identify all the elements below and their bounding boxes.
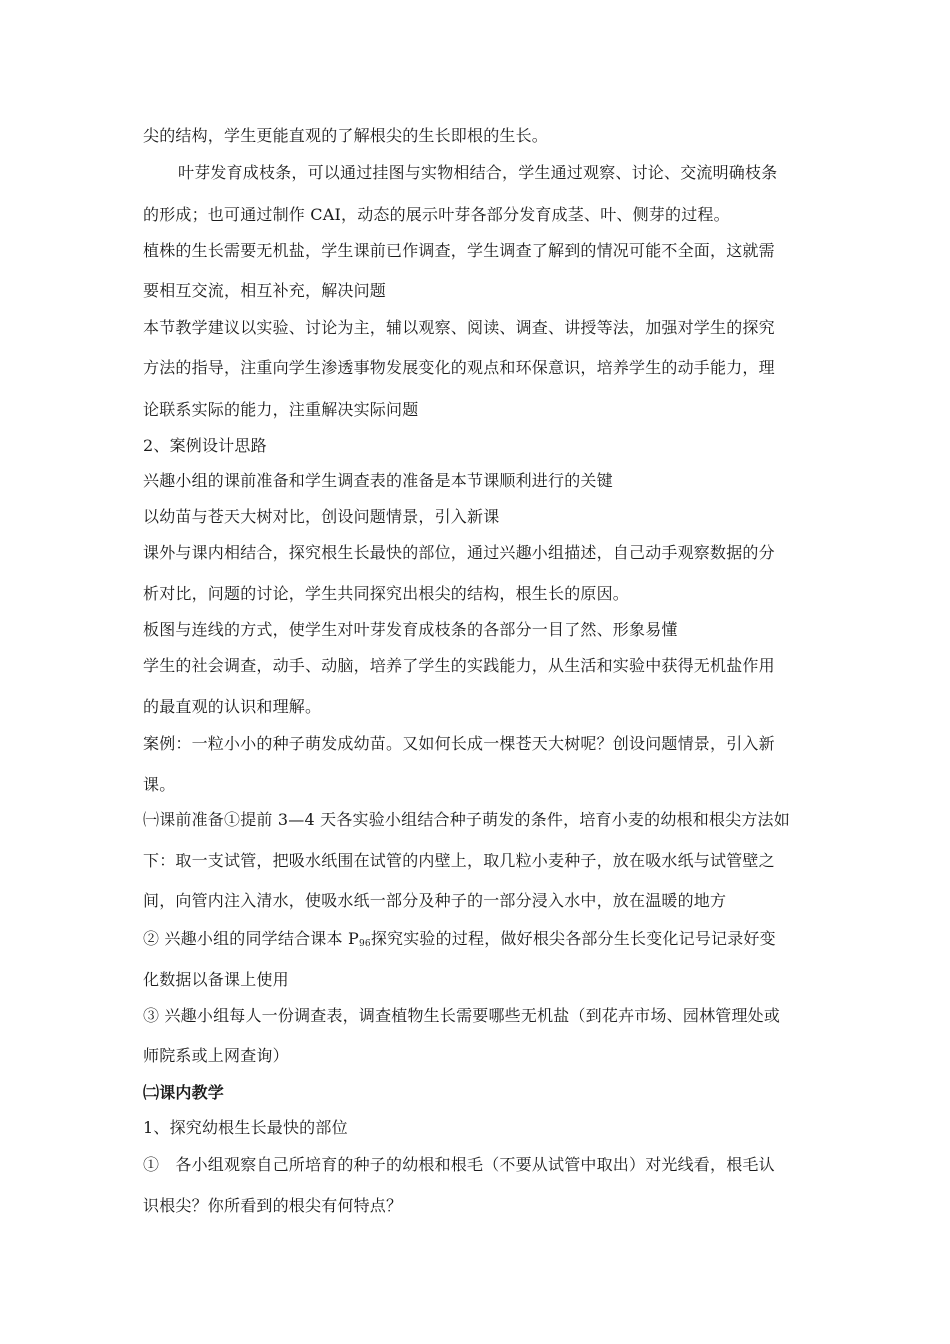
text-line: 植株的生长需要无机盐，学生课前已作调查，学生调查了解到的情况可能不全面，这就需 — [143, 241, 775, 260]
text-line: 下：取一支试管，把吸水纸围在试管的内壁上，取几粒小麦种子，放在吸水纸与试管壁之 — [143, 851, 775, 870]
text-line: 兴趣小组的课前准备和学生调查表的准备是本节课顺利进行的关键 — [143, 471, 613, 490]
text-after-subscript: 探究实验的过程，做好根尖各部分生长变化记号记录好变 — [370, 929, 776, 948]
text-line: 方法的指导，注重向学生渗透事物发展变化的观点和环保意识，培养学生的动手能力，理 — [143, 358, 775, 377]
section-heading: 1、探究幼根生长最快的部位 — [143, 1118, 348, 1137]
text-line-with-subscript — [143, 929, 776, 954]
text-line: 析对比，问题的讨论，学生共同探究出根尖的结构，根生长的原因。 — [143, 584, 630, 603]
text-line: 叶芽发育成枝条，可以通过挂图与实物相结合，学生通过观察、讨论、交流明确枝条 — [178, 163, 778, 182]
section-heading: 2、案例设计思路 — [143, 436, 267, 455]
text-before-subscript: ② 兴趣小组的同学结合课本 P — [143, 929, 359, 948]
text-line: 板图与连线的方式，使学生对叶芽发育成枝条的各部分一目了然、形象易懂 — [143, 620, 678, 639]
text-line: ㈠课前准备①提前 3—4 天各实验小组结合种子萌发的条件，培育小麦的幼根和根尖方法如 — [143, 810, 790, 829]
text-line: 学生的社会调查，动手、动脑，培养了学生的实践能力，从生活和实验中获得无机盐作用 — [143, 656, 775, 675]
text-line: 化数据以备课上使用 — [143, 970, 289, 989]
text-line: 师院系或上网查询） — [143, 1046, 289, 1065]
text-line: 课。 — [143, 775, 176, 794]
text-line: 以幼苗与苍天大树对比，创设问题情景，引入新课 — [143, 507, 500, 526]
text-line: ③ 兴趣小组每人一份调查表，调查植物生长需要哪些无机盐（到花卉市场、园林管理处或 — [143, 1006, 781, 1025]
page-subscript: 96 — [358, 939, 371, 949]
section-heading: ㈡课内教学 — [143, 1083, 225, 1102]
text-line: ① 各小组观察自己所培育的种子的幼根和根毛（不要从试管中取出）对光线看，根毛认 — [143, 1155, 775, 1174]
text-line: 论联系实际的能力，注重解决实际问题 — [143, 400, 419, 419]
text-line: 尖的结构，学生更能直观的了解根尖的生长即根的生长。 — [143, 126, 549, 145]
text-line: 的最直观的认识和理解。 — [143, 697, 322, 716]
text-line: 课外与课内相结合，探究根生长最快的部位，通过兴趣小组描述，自己动手观察数据的分 — [143, 543, 775, 562]
text-line: 要相互交流，相互补充，解决问题 — [143, 281, 387, 300]
text-line: 识根尖？你所看到的根尖有何特点？ — [143, 1196, 403, 1215]
text-line: 案例：一粒小小的种子萌发成幼苗。又如何长成一棵苍天大树呢？创设问题情景，引入新 — [143, 734, 775, 753]
text-line: 本节教学建议以实验、讨论为主，辅以观察、阅读、调查、讲授等法，加强对学生的探究 — [143, 318, 775, 337]
text-line: 间，向管内注入清水，使吸水纸一部分及种子的一部分浸入水中，放在温暖的地方 — [143, 891, 727, 910]
text-line: 的形成；也可通过制作 CAI，动态的展示叶芽各部分发育成茎、叶、侧芽的过程。 — [143, 205, 730, 224]
